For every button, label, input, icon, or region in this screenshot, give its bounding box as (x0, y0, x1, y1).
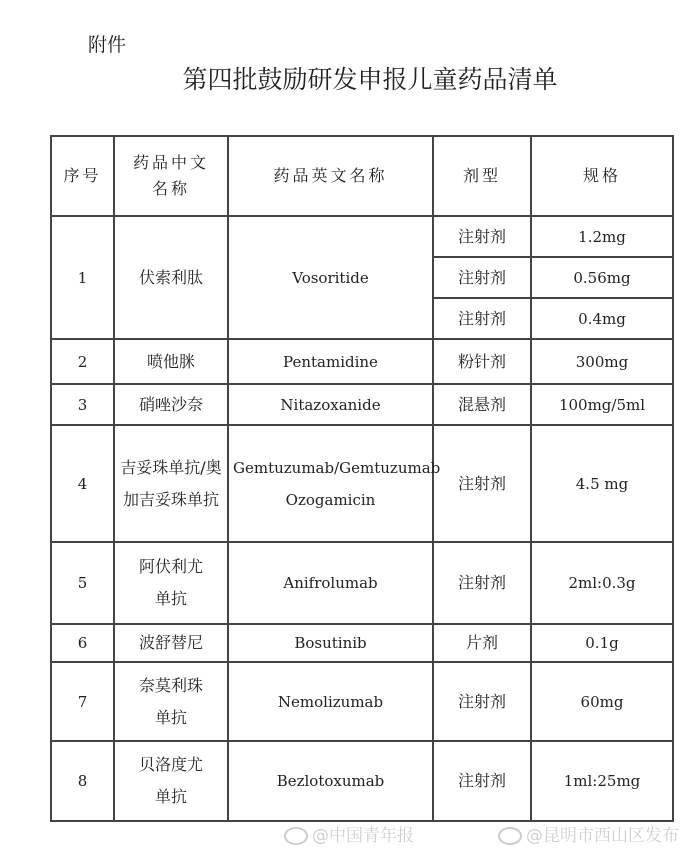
header-cn-name: 药品中文名称 (114, 136, 228, 216)
row-cn-name: 吉妥珠单抗/奥加吉妥珠单抗 (114, 425, 228, 542)
header-spec: 规格 (531, 136, 673, 216)
row-cn-name: 伏索利肽 (114, 216, 228, 339)
page-title: 第四批鼓励研发申报儿童药品清单 (182, 65, 558, 94)
watermark-text: @中国青年报 (312, 826, 414, 846)
row-no: 6 (51, 624, 114, 662)
row-form: 注射剂 (433, 542, 531, 624)
watermark-text: @昆明市西山区发布 (526, 826, 679, 846)
row-en-name: Bosutinib (228, 624, 433, 662)
weibo-icon (498, 827, 522, 845)
row-spec: 0.4mg (531, 298, 673, 339)
row-form: 注射剂 (433, 298, 531, 339)
row-form: 注射剂 (433, 216, 531, 257)
row-cn-name: 波舒替尼 (114, 624, 228, 662)
row-en-name: Anifrolumab (228, 542, 433, 624)
table-header-row (51, 136, 673, 216)
row-no: 7 (51, 662, 114, 741)
row-spec: 4.5 mg (531, 425, 673, 542)
row-spec: 0.1g (531, 624, 673, 662)
row-no: 5 (51, 542, 114, 624)
table-row (51, 216, 673, 257)
row-form: 注射剂 (433, 741, 531, 821)
weibo-icon (284, 827, 308, 845)
table-row (51, 384, 673, 425)
table-row (51, 542, 673, 624)
row-form: 混悬剂 (433, 384, 531, 425)
row-form: 粉针剂 (433, 339, 531, 384)
table-row (51, 339, 673, 384)
row-no: 1 (51, 216, 114, 339)
row-spec: 60mg (531, 662, 673, 741)
row-cn-name: 贝洛度尤单抗 (114, 741, 228, 821)
table-row (51, 624, 673, 662)
row-cn-name: 硝唑沙奈 (114, 384, 228, 425)
table-row (51, 662, 673, 741)
row-en-name: Nemolizumab (228, 662, 433, 741)
row-form: 注射剂 (433, 425, 531, 542)
row-no: 3 (51, 384, 114, 425)
table-row (51, 425, 673, 542)
row-spec: 2ml:0.3g (531, 542, 673, 624)
row-spec: 0.56mg (531, 257, 673, 298)
row-no: 8 (51, 741, 114, 821)
row-form: 片剂 (433, 624, 531, 662)
row-en-name: Nitazoxanide (228, 384, 433, 425)
table-row (51, 741, 673, 821)
row-spec: 100mg/5ml (531, 384, 673, 425)
row-spec: 1ml:25mg (531, 741, 673, 821)
row-en-name: Gemtuzumab/Gemtuzumab Ozogamicin (228, 425, 433, 542)
watermark-1 (284, 821, 414, 846)
row-no: 2 (51, 339, 114, 384)
header-no: 序号 (51, 136, 114, 216)
row-no: 4 (51, 425, 114, 542)
attachment-label: 附件 (88, 34, 127, 56)
row-cn-name: 喷他脒 (114, 339, 228, 384)
header-form: 剂型 (433, 136, 531, 216)
row-spec: 300mg (531, 339, 673, 384)
header-en-name: 药品英文名称 (228, 136, 433, 216)
row-cn-name: 阿伏利尤单抗 (114, 542, 228, 624)
row-en-name: Bezlotoxumab (228, 741, 433, 821)
row-spec: 1.2mg (531, 216, 673, 257)
row-en-name: Pentamidine (228, 339, 433, 384)
watermark-2 (498, 821, 679, 846)
row-cn-name: 奈莫利珠单抗 (114, 662, 228, 741)
row-en-name: Vosoritide (228, 216, 433, 339)
row-form: 注射剂 (433, 257, 531, 298)
drug-list-table (50, 135, 674, 822)
row-form: 注射剂 (433, 662, 531, 741)
